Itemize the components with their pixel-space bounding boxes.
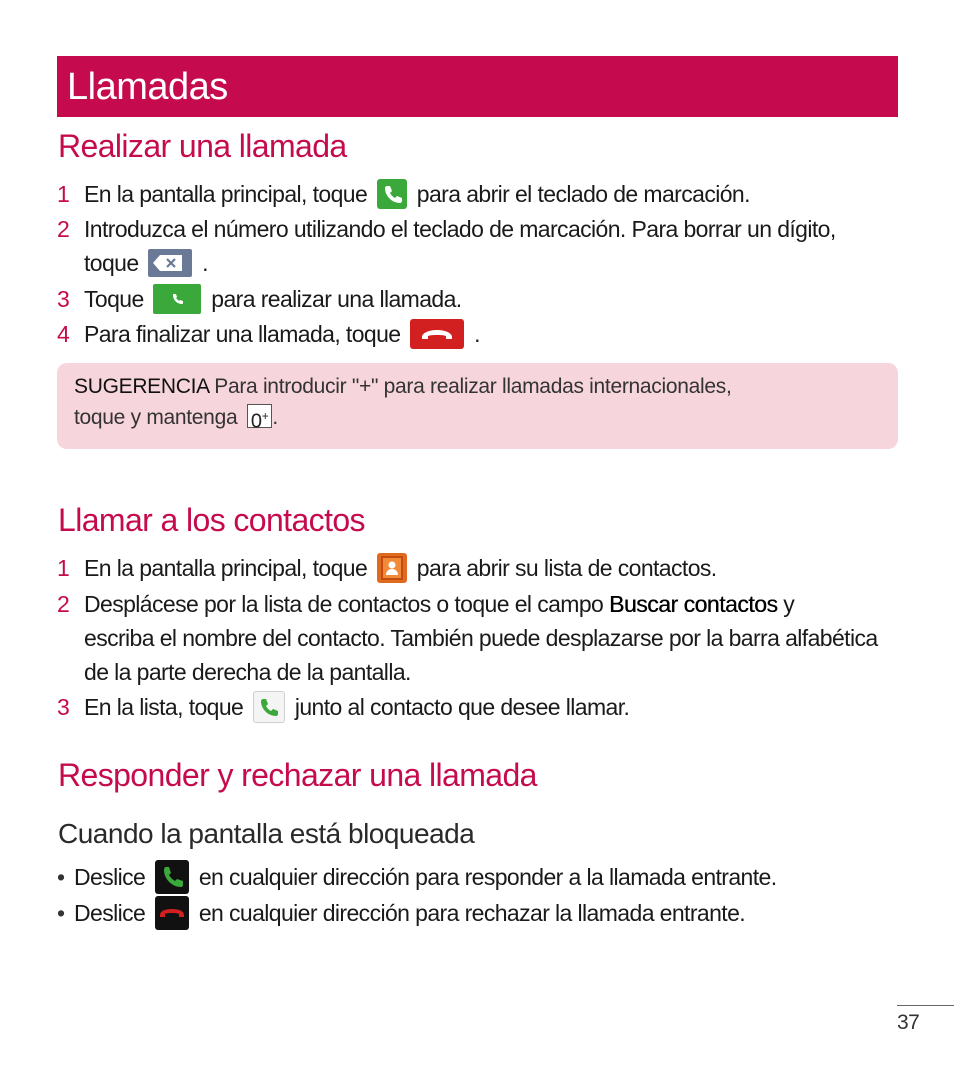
chapter-banner [57,56,898,117]
phone-icon [253,691,285,723]
zero-plus-key-icon: 0+ [247,404,273,428]
bullet-decline: • Deslice en cualquier dirección para rechazar la llamada entrante. [57,896,745,932]
backspace-icon [148,249,192,277]
step-number: 4 [57,321,70,347]
page-number-rule [897,1005,954,1006]
make-call-step-3: 3 Toque para realizar una llamada. [57,282,902,316]
section-heading-make-call: Realizar una llamada [58,128,347,164]
section-heading-answer-decline: Responder y rechazar una llamada [58,757,537,793]
step-number: 3 [57,694,70,720]
page-number: 37 [897,1011,920,1034]
make-call-step-1: 1 En la pantalla principal, toque para abrir el teclado de marcación. [57,177,902,211]
search-contacts-field-label: Buscar contactos [609,591,778,617]
tip-box [57,363,898,449]
bullet-answer: • Deslice en cualquier dirección para responder a la llamada entrante. [57,860,777,896]
contacts-app-icon [377,553,407,583]
step-number: 1 [57,555,70,581]
contacts-step-3: 3 En la lista, toque junto al contacto que desee llamar. [57,690,902,724]
step-number: 2 [57,216,70,242]
answer-call-icon [155,860,189,894]
end-call-icon [410,319,464,349]
call-button-icon [153,284,201,314]
step-number: 3 [57,286,70,312]
contacts-step-2: 2 Desplácese por la lista de contactos o toque el campo Buscar contactos y escriba el nombre del contacto. También puede desplazarse por la barra alfabética de la parte derecha de la pantalla. [57,587,902,689]
phone-app-icon [377,179,407,209]
chapter-title: Llamadas [67,66,228,108]
make-call-step-4: 4 Para finalizar una llamada, toque . [57,317,902,351]
subheading-locked-screen: Cuando la pantalla está bloqueada [58,818,475,849]
section-heading-call-contacts: Llamar a los contactos [58,502,365,538]
step-number: 1 [57,181,70,207]
decline-call-icon [155,896,189,930]
step-number: 2 [57,591,70,617]
tip-text: SUGERENCIA Para introducir "+" para realizar llamadas internacionales, toque y mantenga 0+ . [74,375,732,434]
tip-label: SUGERENCIA [74,375,209,398]
contacts-step-1: 1 En la pantalla principal, toque para abrir su lista de contactos. [57,551,902,585]
make-call-step-2: 2 Introduzca el número utilizando el teclado de marcación. Para borrar un dígito, toque . [57,212,902,280]
